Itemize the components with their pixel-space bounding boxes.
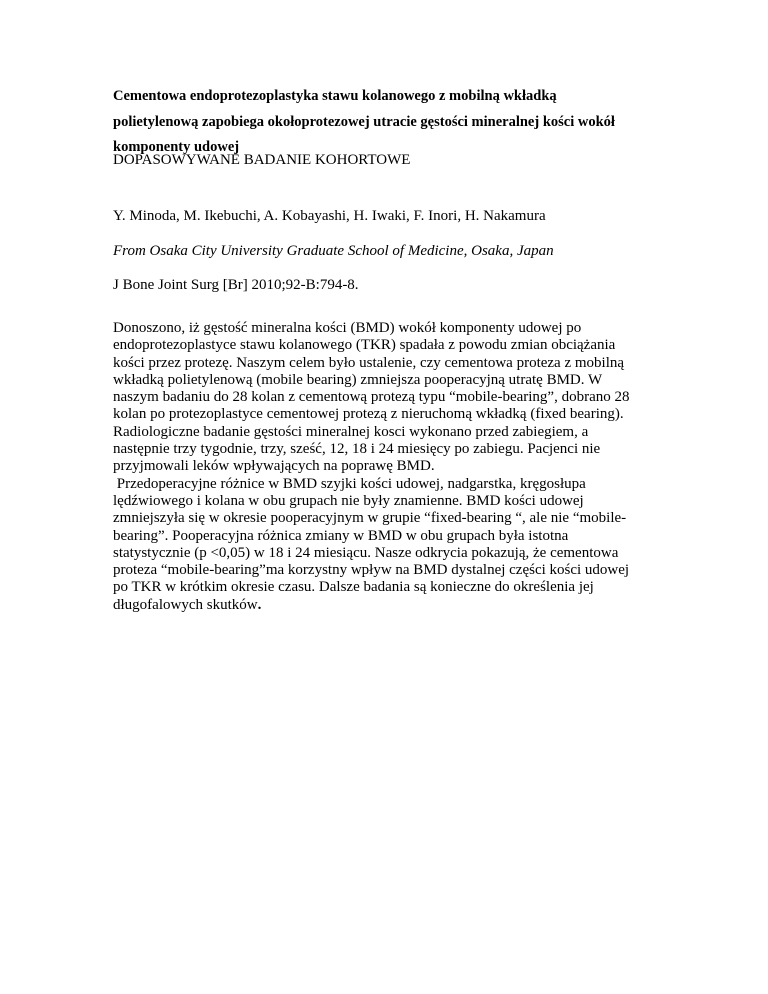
title-line: Cementowa endoprotezoplastyka stawu kolanowego z mobilną wkładką: [113, 88, 557, 104]
abstract-line: po TKR w krótkim okresie czasu. Dalsze badania są konieczne do określenia jej: [113, 579, 594, 596]
author-affiliation: From Osaka City University Graduate School of Medicine, Osaka, Japan: [113, 243, 554, 259]
abstract-line: długofalowych skutków: [113, 596, 258, 613]
author-list: Y. Minoda, M. Ikebuchi, A. Kobayashi, H. Iwaki, F. Inori, H. Nakamura: [113, 208, 546, 224]
final-period: .: [257, 596, 262, 613]
title-line: komponenty udowej: [113, 139, 240, 155]
abstract-text: [113, 320, 663, 614]
abstract-line: lędźwiowego i kolana w obu grupach nie były znamienne. BMD kości udowej: [113, 492, 584, 509]
abstract-line: kości przez protezę. Naszym celem było ustalenie, czy cementowa proteza z mobilną: [113, 354, 625, 371]
abstract-last-line: [113, 597, 663, 614]
abstract-line: kolan po protezoplastyce cementowej protezą z nieruchomą wkładką (fixed bearing).: [113, 406, 624, 423]
abstract-line: Radiologiczne badanie gęstości mineralnej kosci wykonano przed zabiegiem, a: [113, 423, 589, 440]
abstract-line: endoprotezoplastyce stawu kolanowego (TKR) spadała z powodu zmian obciążania: [113, 337, 616, 354]
title-line: polietylenową zapobiega okołoprotezowej utracie gęstości mineralnej kości wokół: [113, 113, 615, 130]
abstract-line: Przedoperacyjne różnice w BMD szyjki kości udowej, nadgarstka, kręgosłupa: [113, 475, 586, 492]
abstract-line: naszym badaniu do 28 kolan z cementową protezą typu “mobile-bearing”, dobrano 28: [113, 389, 630, 406]
abstract-line: Donoszono, iż gęstość mineralna kości (BMD) wokół komponenty udowej po: [113, 320, 582, 336]
abstract-line: zmniejszyła się w okresie pooperacyjnym w grupie “fixed-bearing “, ale nie “mobile-: [113, 510, 627, 527]
article-subtitle: DOPASOWYWANE BADANIE KOHORTOWE: [113, 152, 411, 168]
abstract-line: następnie trzy tygodnie, trzy, sześć, 12, 18 i 24 miesięcy po zabiegu. Pacjenci nie: [113, 441, 601, 458]
journal-citation: J Bone Joint Surg [Br] 2010;92-B:794-8.: [113, 277, 359, 293]
abstract-line: proteza “mobile-bearing”ma korzystny wpływ na BMD dystalnej części kości udowej: [113, 562, 630, 579]
abstract-line: przyjmowali leków wpływających na poprawę BMD.: [113, 458, 435, 475]
abstract-line: statystycznie (p <0,05) w 18 i 24 miesiącu. Nasze odkrycia pokazują, że cementowa: [113, 544, 619, 561]
abstract-line: wkładką polietylenową (mobile bearing) zmniejsza pooperacyjną utratę BMD. W: [113, 371, 603, 388]
abstract-line: bearing”. Pooperacyjna różnica zmiany w BMD w obu grupach była istotna: [113, 527, 569, 544]
